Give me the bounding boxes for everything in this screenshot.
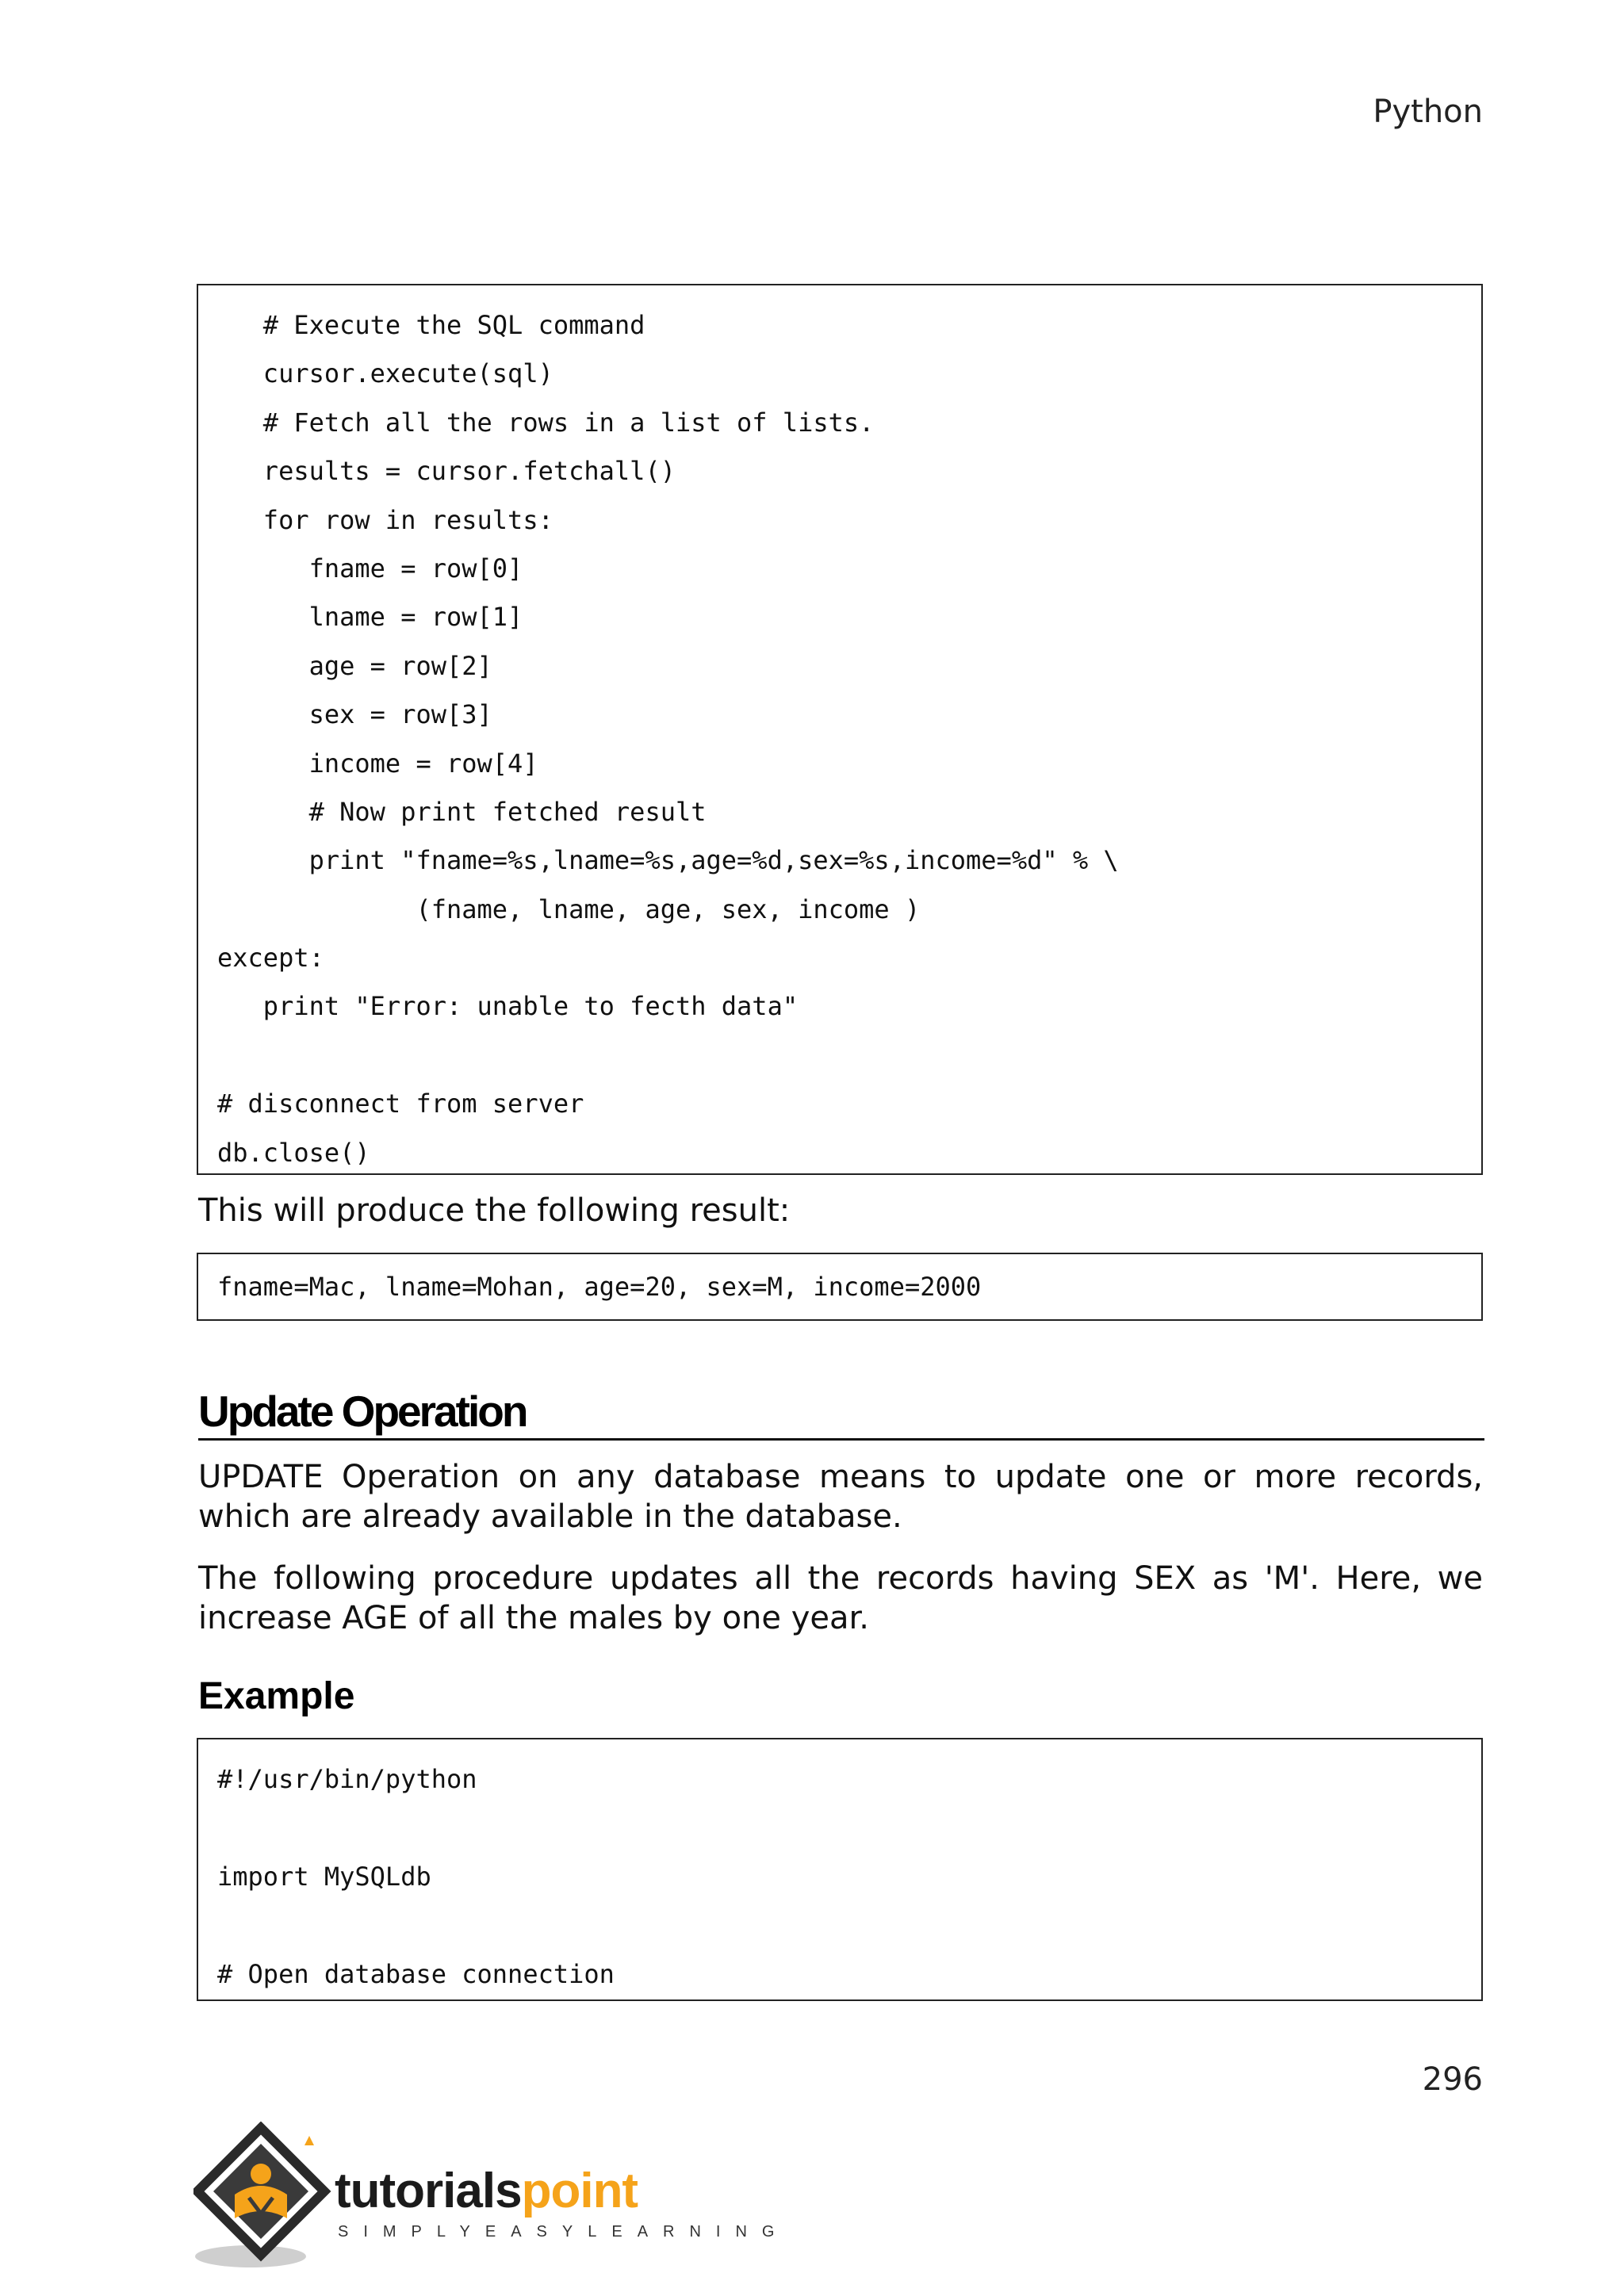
logo-tagline: SIMPLYEASYLEARNING bbox=[338, 2223, 790, 2241]
logo-wordmark bbox=[335, 2163, 638, 2219]
code-line: fname = row[0] bbox=[217, 553, 523, 584]
code-line: age = row[2] bbox=[217, 650, 492, 681]
code-line: # Execute the SQL command bbox=[217, 310, 645, 340]
page-number: 296 bbox=[1422, 2061, 1483, 2098]
code-block-output bbox=[197, 1253, 1483, 1321]
tutorialspoint-logo bbox=[193, 2122, 790, 2271]
code-line: results = cursor.fetchall() bbox=[217, 456, 676, 487]
code-line: sex = row[3] bbox=[217, 699, 492, 730]
code-line: lname = row[1] bbox=[217, 602, 523, 633]
code-lines bbox=[198, 285, 1481, 1177]
code-line: # disconnect from server bbox=[217, 1089, 584, 1119]
code-line: for row in results: bbox=[217, 504, 553, 535]
page-header-title: Python bbox=[1373, 94, 1483, 130]
code-line: print "Error: unable to fecth data" bbox=[217, 991, 799, 1022]
logo-word-tutorials: tutorials bbox=[335, 2164, 522, 2218]
result-intro-text: This will produce the following result: bbox=[198, 1192, 791, 1229]
logo-emblem-icon bbox=[193, 2122, 344, 2271]
code-line: (fname, lname, age, sex, income ) bbox=[217, 894, 921, 924]
code-line bbox=[217, 1901, 1481, 1950]
code-lines bbox=[198, 1739, 1481, 1999]
code-line: # Now print fetched result bbox=[217, 796, 707, 827]
code-line: import MySQLdb bbox=[217, 1861, 431, 1892]
code-line bbox=[217, 1804, 1481, 1852]
section-heading-update-operation: Update Operation bbox=[198, 1386, 1484, 1441]
code-line: print "fname=%s,lname=%s,age=%d,sex=%s,income=%d" % \ bbox=[217, 845, 1119, 876]
code-line: except: bbox=[217, 943, 324, 974]
code-block-query bbox=[197, 284, 1483, 1175]
section-paragraph-2: The following procedure updates all the records having SEX as 'M'. Here, we increase AGE of all the males by one year. bbox=[198, 1560, 1483, 1636]
logo-word-point: point bbox=[521, 2164, 638, 2218]
code-line: cursor.execute(sql) bbox=[217, 358, 553, 389]
code-block-example bbox=[197, 1738, 1483, 2001]
code-line: db.close() bbox=[217, 1137, 370, 1168]
code-line bbox=[217, 1031, 1481, 1080]
code-line: #!/usr/bin/python bbox=[217, 1764, 477, 1794]
code-line: # Fetch all the rows in a list of lists. bbox=[217, 407, 875, 438]
code-line: income = row[4] bbox=[217, 748, 538, 779]
section-paragraph-1: UPDATE Operation on any database means to update one or more records, which are already available in the database. bbox=[198, 1459, 1483, 1535]
example-heading: Example bbox=[198, 1675, 355, 1717]
code-line: # Open database connection bbox=[217, 1958, 615, 1989]
code-lines bbox=[198, 1254, 1481, 1311]
code-line: fname=Mac, lname=Mohan, age=20, sex=M, income=2000 bbox=[217, 1272, 982, 1302]
